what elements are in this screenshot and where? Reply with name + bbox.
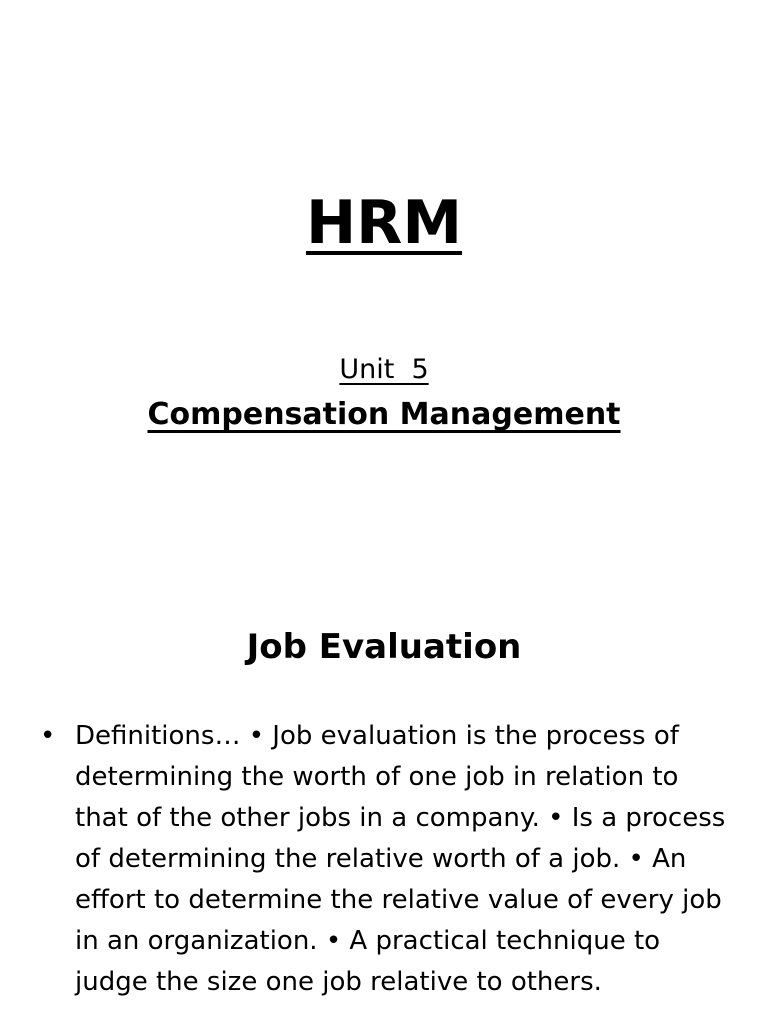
list-item	[40, 716, 730, 1003]
definition-list	[40, 716, 730, 1003]
section-heading: Job Evaluation	[246, 627, 522, 667]
slide-title-text: HRM	[305, 188, 463, 258]
slide-title	[0, 183, 768, 263]
definition-text: Definitions… • Job evaluation is the process of determining the worth of one job in relation to that of the other jobs in a company. • Is a process of determining the relative worth of a job. • An effort to determine the relative value of every job in an organization. • A practical technique to judge the size one job relative to others.	[75, 721, 726, 997]
bullet-marker: •	[40, 721, 56, 751]
slide-subtitle	[0, 393, 768, 437]
slide-subtitle-text: Compensation Management	[147, 397, 621, 432]
unit-label: Unit 5	[339, 354, 429, 385]
